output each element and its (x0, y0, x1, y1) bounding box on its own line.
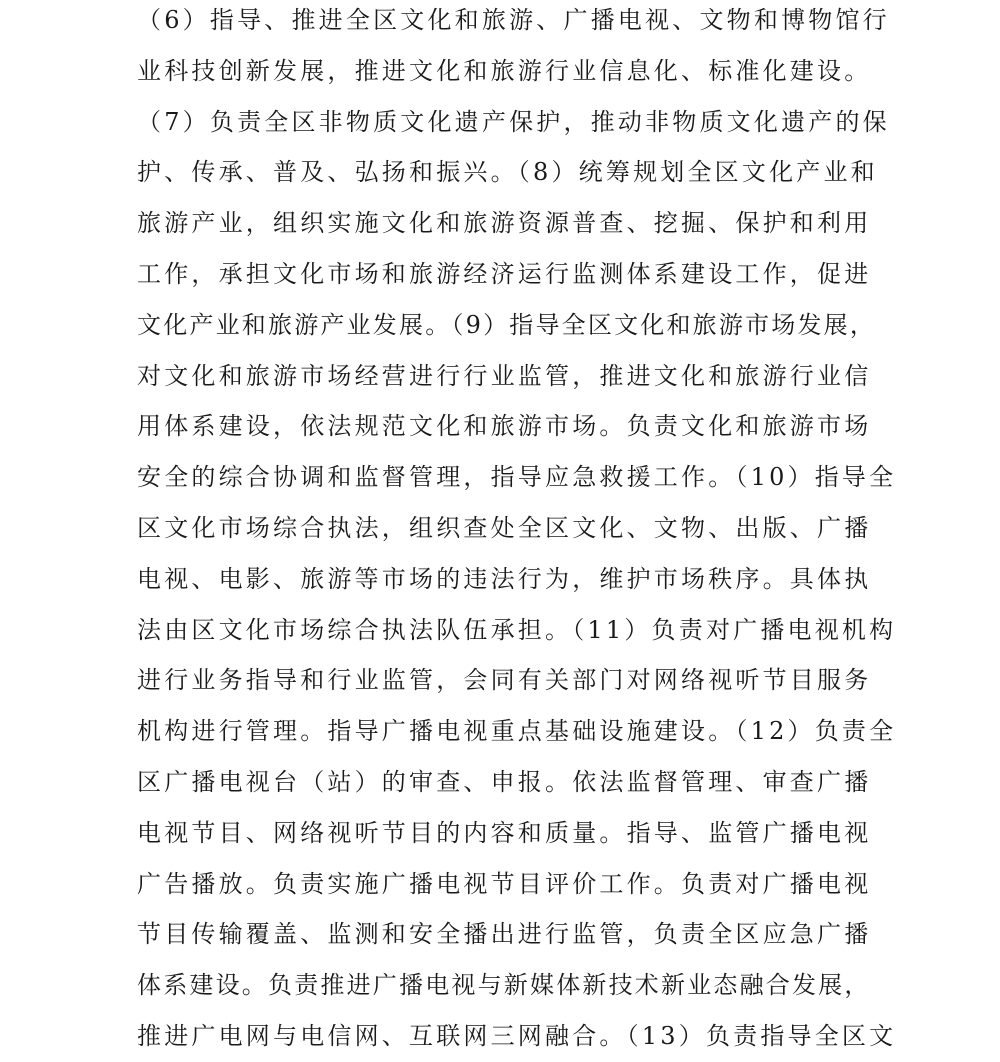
text-line: 电视节目、网络视听节目的内容和质量。指导、监管广播电视 (137, 818, 872, 847)
text-line: 工作，承担文化市场和旅游经济运行监测体系建设工作，促进 (137, 259, 872, 288)
text-line: 进行业务指导和行业监管，会同有关部门对网络视听节目服务 (137, 666, 872, 695)
text-line: 旅游产业，组织实施文化和旅游资源普查、挖掘、保护和利用 (137, 209, 872, 238)
text-line: 节目传输覆盖、监测和安全播出进行监管，负责全区应急广播 (137, 920, 872, 949)
text-line: 推进广电网与电信网、互联网三网融合。（13）负责指导全区文 (137, 1021, 897, 1050)
text-line: 对文化和旅游市场经营进行行业监管，推进文化和旅游行业信 (137, 361, 872, 390)
text-line: 法由区文化市场综合执法队伍承担。（11）负责对广播电视机构 (137, 615, 897, 644)
text-line: 护、传承、普及、弘扬和振兴。（8）统筹规划全区文化产业和 (137, 158, 878, 187)
text-line: 机构进行管理。指导广播电视重点基础设施建设。（12）负责全 (137, 717, 897, 746)
text-line: 区广播电视台（站）的审查、申报。依法监督管理、审查广播 (137, 767, 872, 796)
text-line: 电视、电影、旅游等市场的违法行为，维护市场秩序。具体执 (137, 564, 872, 593)
text-line: 安全的综合协调和监督管理，指导应急救援工作。（10）指导全 (137, 463, 897, 492)
text-line: 用体系建设，依法规范文化和旅游市场。负责文化和旅游市场 (137, 412, 872, 441)
text-line: 文化产业和旅游产业发展。（9）指导全区文化和旅游市场发展， (137, 310, 877, 339)
text-line: 业科技创新发展，推进文化和旅游行业信息化、标准化建设。 (137, 56, 872, 85)
text-line: 体系建设。负责推进广播电视与新媒体新技术新业态融合发展， (137, 971, 871, 1000)
document-body (137, 0, 897, 1062)
text-line: 广告播放。负责实施广播电视节目评价工作。负责对广播电视 (137, 869, 872, 898)
text-line: （6）指导、推进全区文化和旅游、广播电视、文物和博物馆行 (137, 6, 890, 34)
text-line: 区文化市场综合执法，组织查处全区文化、文物、出版、广播 (137, 513, 872, 542)
text-line: （7）负责全区非物质文化遗产保护，推动非物质文化遗产的保 (137, 107, 890, 136)
